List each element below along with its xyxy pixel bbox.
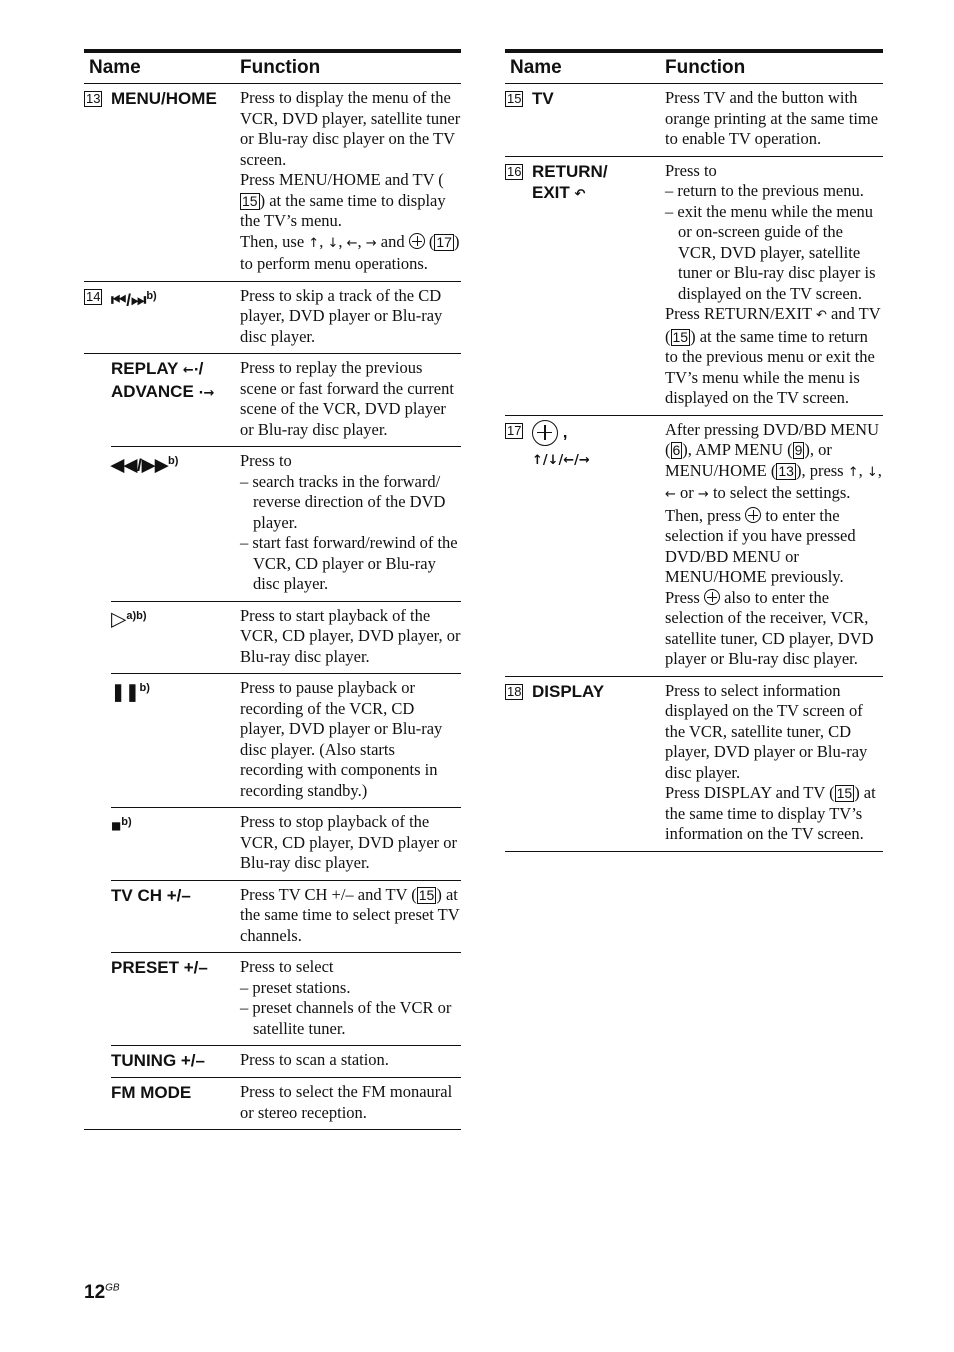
arrow-right-icon: → [365, 235, 377, 251]
item-name: MENU/HOME [111, 89, 217, 108]
arrow-down-icon: ↓ [866, 464, 878, 480]
arrow-left-icon: ← [665, 487, 676, 502]
item-name: , ↑/↓/←/→ [532, 420, 665, 670]
item-number: 14 [86, 288, 101, 304]
item-function: Press TV and the button with orange printing at the same time to enable TV operation. [665, 88, 879, 148]
header-name: Name [510, 57, 562, 78]
table-row-play [111, 602, 461, 675]
enter-icon [745, 507, 761, 523]
item-function: Press to select – preset stations. – preset channels of the VCR or satellite tuner. [240, 957, 452, 1038]
item-function: After pressing DVD/BD MENU ( 6 ), AMP MENU ( 9 ), or MENU/HOME ( 13 ), press ↑, ↓, ← or → to select the settings. Then, press to enter the selection if you have pressed DVD/BD MENU or MENU/HOME previously. Press also to enter the selection of the receiver, VCR, satellite tuner, CD player, DVD player or Blu-ray disc player. [665, 419, 882, 668]
item-name: TV CH +/– [111, 885, 191, 905]
header-function: Function [665, 57, 746, 78]
table-row-tuning [111, 1046, 461, 1078]
item-number: 13 [86, 91, 101, 106]
item-name: TUNING +/– [111, 1051, 205, 1070]
enter-icon [532, 420, 558, 446]
table-row-rewind-fastforward [111, 447, 461, 602]
item-function: Press to select the FM monaural or stereo reception. [240, 1082, 453, 1122]
item-function: Press to select information displayed on the TV screen of the VCR, satellite tuner, CD player, DVD player or Blu-ray disc player. Press DISPLAY and TV ( 15 ) at the same time to display TV’s information on the TV screen. [665, 680, 876, 843]
arrow-right-icon: → [697, 487, 709, 502]
table-row-tv-ch [111, 881, 461, 954]
table-row-pause [111, 674, 461, 808]
play-icon: ▷$^{a)b)}$ [111, 608, 147, 631]
return-icon: ↶ [574, 186, 586, 202]
table-row-display [505, 677, 883, 852]
table-row-return-exit [505, 157, 883, 416]
table-row-fm-mode [84, 1078, 461, 1130]
item-name: DISPLAY [532, 681, 605, 701]
table-row-navigation [505, 416, 883, 677]
item-function: Press to – search tracks in the forward/ reverse direction of the DVD player. – start fast forward/rewind of the VCR, CD player or Blu-ray disc player. [240, 451, 458, 593]
right-table [505, 49, 883, 852]
return-icon: ↶ [815, 308, 827, 323]
table-header [84, 49, 461, 84]
table-row-preset [111, 953, 461, 1046]
arrow-up-icon: ↑ [308, 235, 320, 251]
item-number: 18 [507, 683, 522, 699]
header-function: Function [240, 57, 321, 78]
header-name: Name [89, 57, 141, 78]
item-number: 17 [507, 422, 522, 438]
item-number: 15 [507, 91, 522, 106]
stop-icon: ■$^{b)}$ [111, 816, 132, 836]
left-table [84, 49, 461, 1130]
rewind-fastforward-icon: ◀◀/▶▶$^{b)}$ [111, 455, 179, 475]
item-function: Press to scan a station. [240, 1050, 389, 1069]
item-name: PRESET +/– [111, 958, 208, 977]
table-row-stop [111, 808, 461, 881]
item-function: Press to – return to the previous menu. – exit the menu while the menu or on-screen guide of the VCR, DVD player, satellite tuner or Blu-ray disc player is displayed on the TV screen. Press RETURN/EXIT ↶ and TV ( 15 ) at the same time to return to the previous menu or exit the TV’s menu while the menu is displayed on the TV screen. [665, 160, 881, 407]
table-row-replay-advance [111, 354, 461, 447]
arrows-icon: ↑/↓/←/→ [532, 452, 590, 468]
item-name: TV [532, 89, 554, 108]
replay-icon: ←· [182, 363, 199, 378]
item-name: REPLAY ←·/ ADVANCE ·→ [111, 359, 215, 401]
enter-icon [409, 233, 425, 249]
table-header [505, 49, 883, 84]
page-number: $12^{GB}$ [84, 1282, 120, 1303]
item-function: Press to stop playback of the VCR, CD player, DVD player or Blu-ray disc player. [240, 812, 458, 872]
enter-icon [704, 589, 720, 605]
arrow-down-icon: ↓ [327, 235, 339, 251]
arrow-left-icon: ← [346, 235, 358, 251]
table-row-menu-home [84, 84, 461, 282]
item-name: FM MODE [111, 1083, 192, 1102]
item-function: Press to pause playback or recording of the VCR, CD player, DVD player or Blu-ray disc player. (Also starts recording with components in recording standby.) [240, 678, 443, 800]
pause-icon: ❚❚$^{b)}$ [111, 682, 150, 702]
item-function: Press to skip a track of the CD player, DVD player or Blu-ray disc player. [240, 285, 443, 346]
arrow-up-icon: ↑ [847, 464, 859, 480]
item-function: Press TV CH +/– and TV ( 15 ) at the same time to select preset TV channels. [240, 884, 460, 945]
advance-icon: ·→ [198, 386, 215, 401]
item-function: Press to display the menu of the VCR, DVD player, satellite tuner or Blu-ray disc player on the TV screen. Press MENU/HOME and TV (15 ) at the same time to display the TV’s menu. Then, use ↑, ↓, ←, → and ( 17 ) to perform menu operations. [240, 88, 461, 273]
table-row-tv [505, 84, 883, 157]
item-name: RETURN/ EXIT ↶ [532, 161, 608, 202]
item-number: 16 [507, 163, 522, 179]
item-function: Press to replay the previous scene or fast forward the current scene of the VCR, DVD player or Blu-ray disc player. [240, 358, 454, 439]
item-function: Press to start playback of the VCR, CD player, DVD player, or Blu-ray disc player. [240, 605, 461, 666]
table-row-skip [84, 282, 461, 355]
skip-icon: ⏮/⏭$^{b)}$ [111, 289, 157, 310]
